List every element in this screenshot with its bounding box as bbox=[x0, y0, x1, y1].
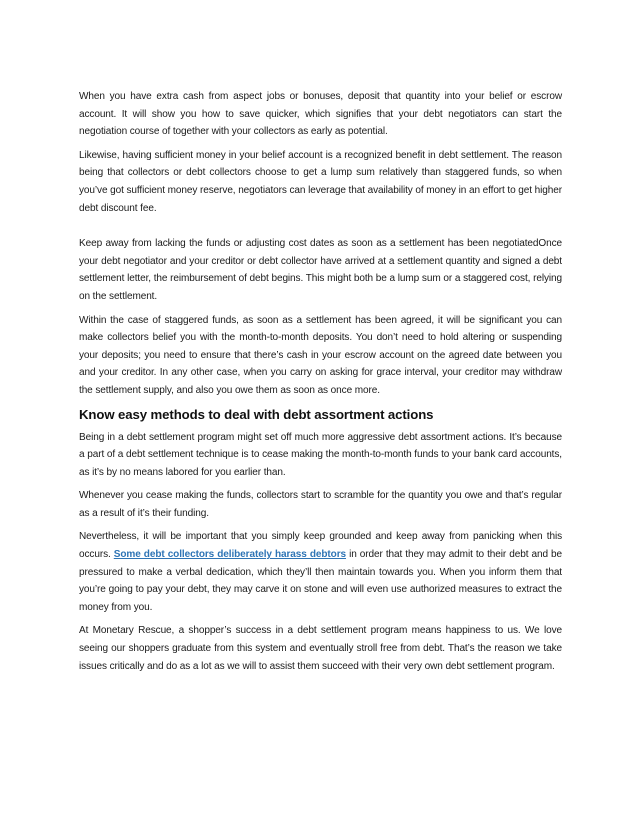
paragraph-escrow-deposit: When you have extra cash from aspect jobs or bonuses, deposit that quantity into your belief or escrow account. It will show you how to save quicker, which signifies that your debt negotiators can start the negotiation course of together with your collectors as early as potential. bbox=[79, 91, 562, 138]
document-body bbox=[79, 88, 562, 681]
paragraph-staggered-funds: Within the case of staggered funds, as soon as a settlement has been agreed, it will be significant you can make collectors belief you with the month-to-month deposits. You don’t need to hold altering or suspending your deposits; you need to ensure that there’s cash in your escrow account on the agreed date between you and your creditor. In any other case, when you carry on asking for grace interval, your creditor may withdraw the settlement supply, and also you owe them as soon as once more. bbox=[79, 314, 562, 396]
paragraph-text-start: Nevertheless, it will be important that you simply keep grounded and keep away from panicking when this occurs. bbox=[79, 531, 562, 561]
paragraph-monetary-rescue: At Monetary Rescue, a shopper’s success in a debt settlement program means happiness to us. We love seeing our shoppers graduate from this system and eventually stroll free from debt. That’s the reason we take issues critically and do as a lot as we will to assist them succeed with their very own debt settlement program. bbox=[79, 625, 562, 672]
paragraph-trust-account: Likewise, having sufficient money in your belief account is a recognized benefit in debt settlement. The reason being that collectors or debt collectors choose to get a lump sum relatively than staggered funds, so when you’ve got sufficient money reserve, negotiators can leverage that availability of money in an effort to get higher debt discount fee. bbox=[79, 149, 562, 214]
harass-debtors-link[interactable]: Some debt collectors deliberately harass debtors bbox=[113, 549, 346, 561]
paragraph-text-end: in order that they may admit to their debt and be pressured to make a verbal dedication, which they’ll then maintain towards you. When you inform them that you’re going to pay your debt, they may carve it on stone and will even use authorized measures to extract the money from you. bbox=[79, 549, 562, 613]
paragraph-stop-payments: Whenever you cease making the funds, collectors start to scramble for the quantity you owe and that’s regular as a result of it’s their funding. bbox=[79, 490, 562, 519]
paragraph-stay-grounded bbox=[79, 528, 562, 616]
paragraph-aggressive-collection: Being in a debt settlement program might set off much more aggressive debt assortment actions. It’s because a part of a debt settlement technique is to cease making the month-to-month funds to your bank card accounts, as it’s by no means labored for you earlier than. bbox=[79, 431, 562, 478]
section-heading-collection-actions: Know easy methods to deal with debt assortment actions bbox=[79, 406, 434, 422]
paragraph-settlement-payments: Keep away from lacking the funds or adjusting cost dates as soon as a settlement has been negotiatedOnce your debt negotiator and your creditor or debt collector have arrived at a settlement quantity and signed a debt settlement letter, the reimbursement of debt begins. This might both be a lump sum or a staggered cost, relying on the settlement. bbox=[79, 238, 562, 302]
